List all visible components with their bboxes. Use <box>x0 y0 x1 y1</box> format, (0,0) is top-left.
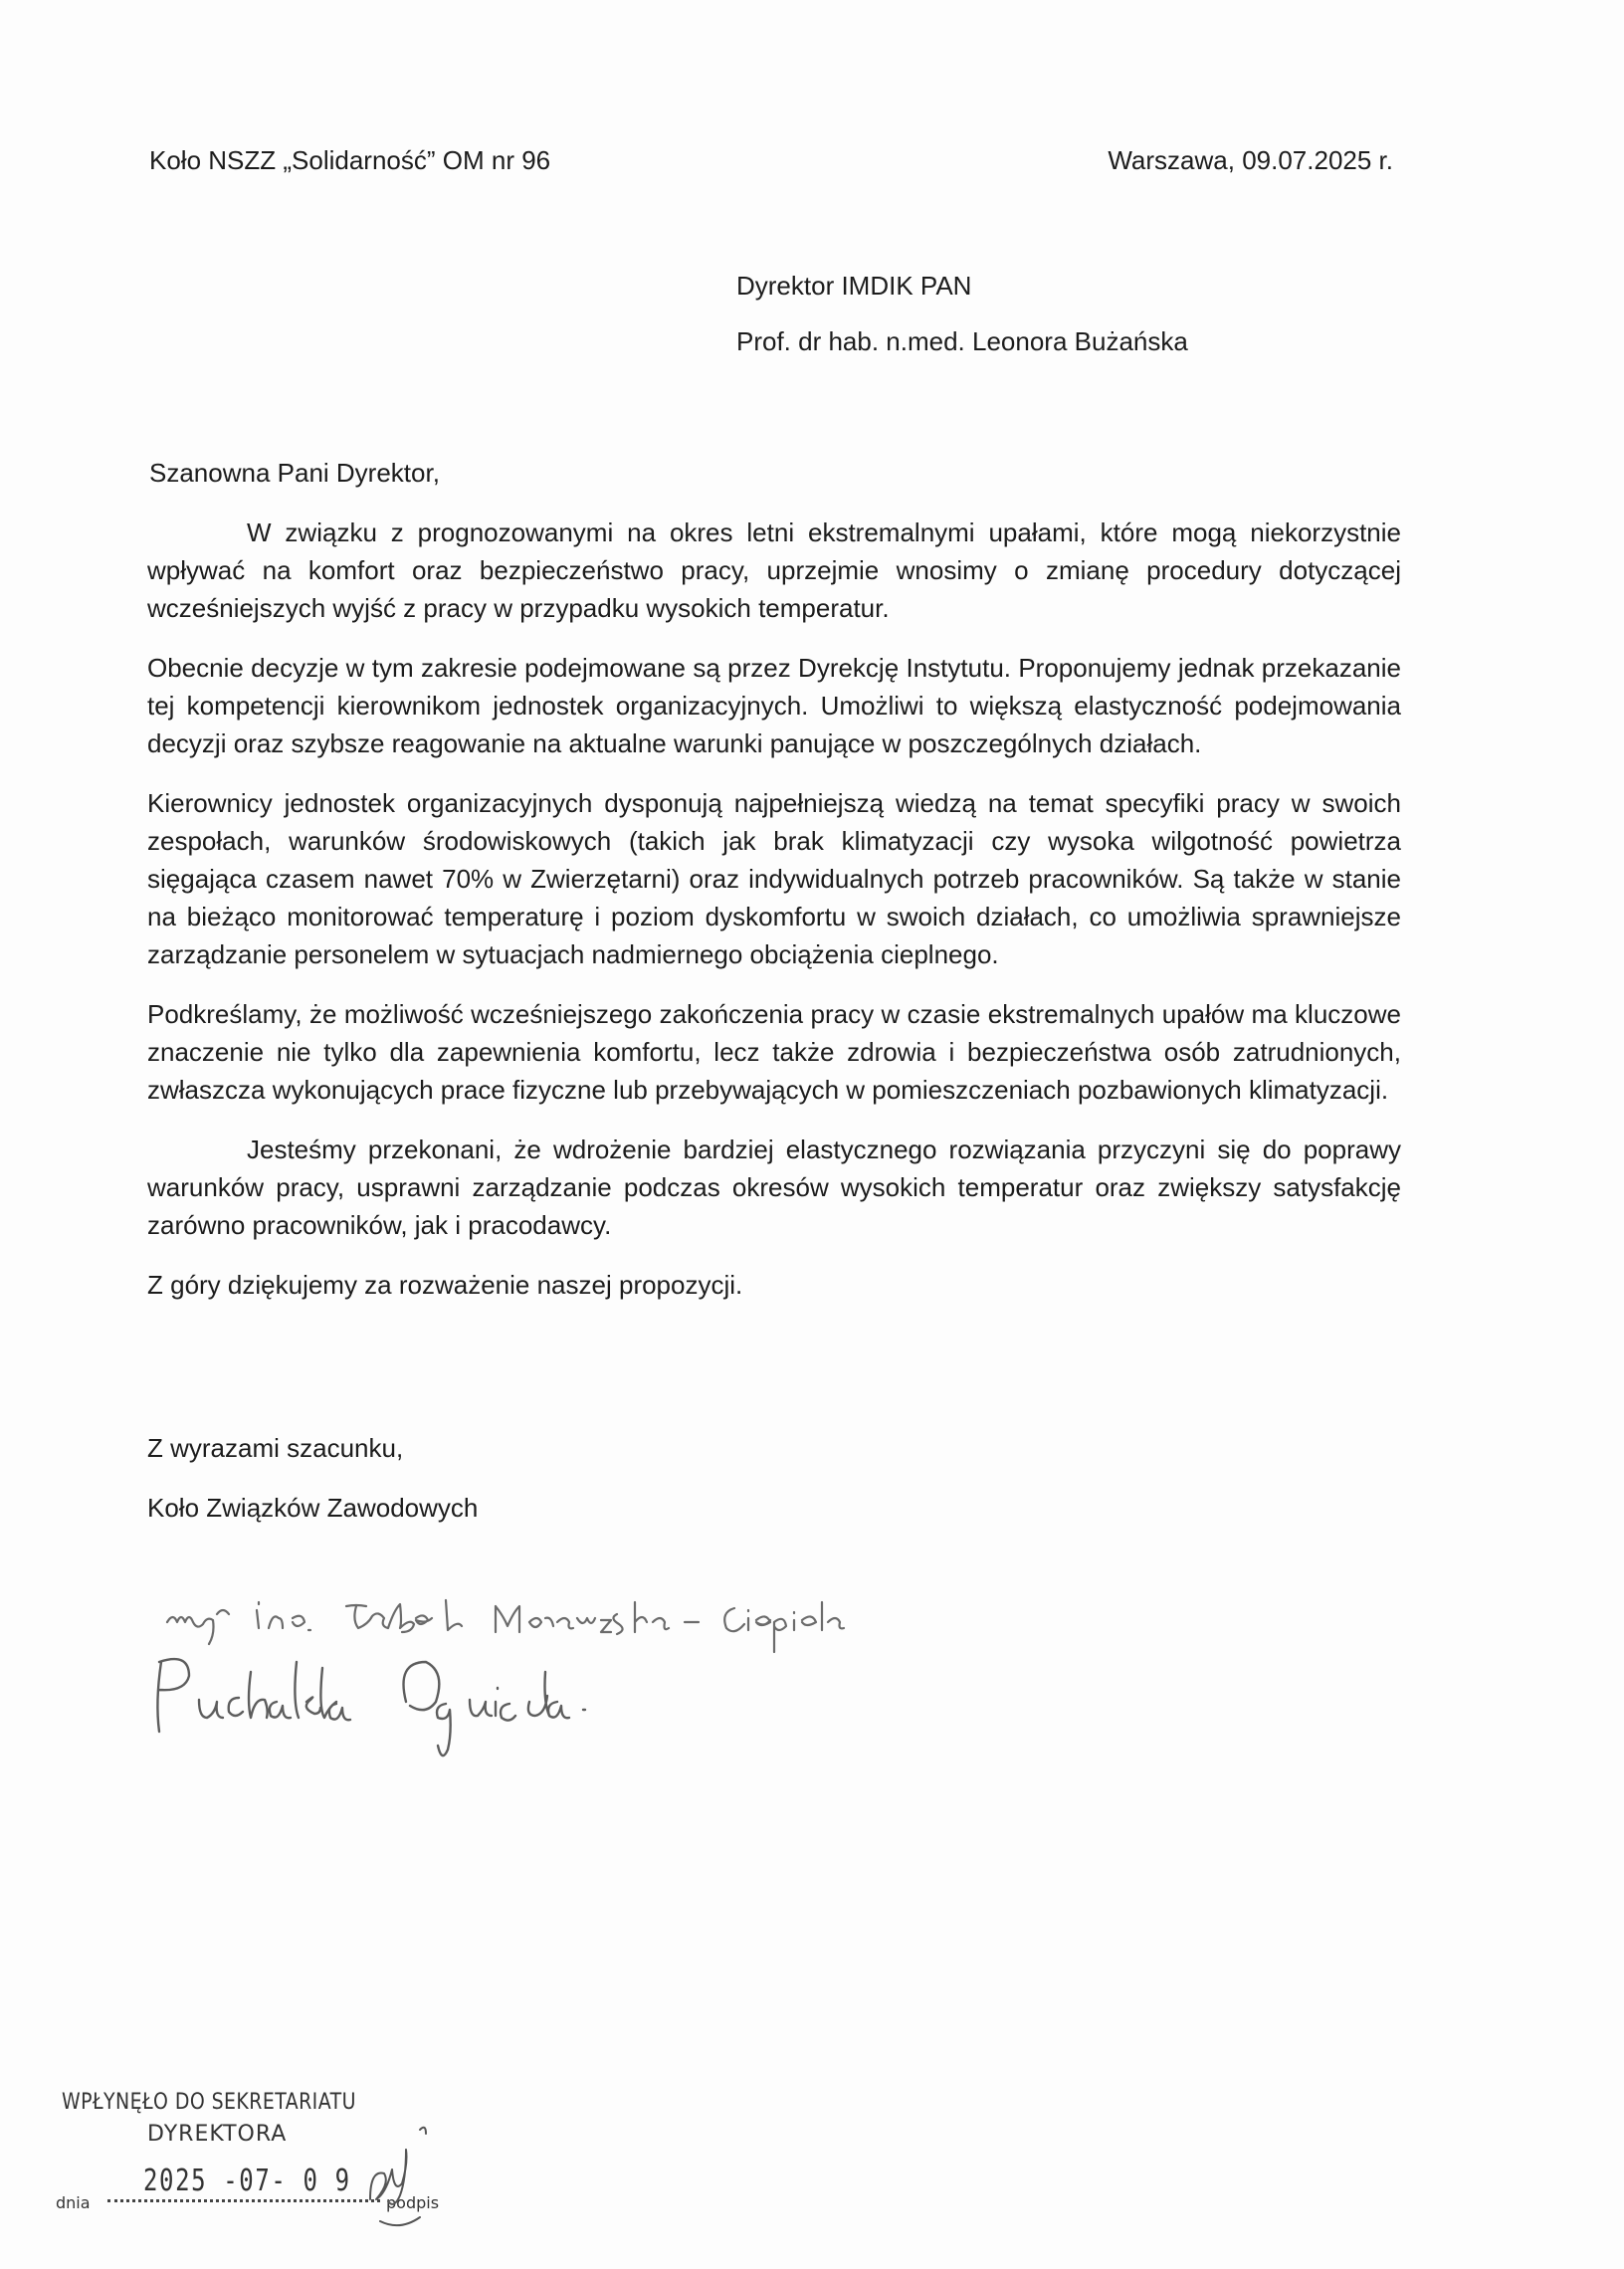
stamp-date-label: dnia <box>56 2193 91 2212</box>
closing-organization: Koło Związków Zawodowych <box>147 1493 479 1523</box>
paragraph: Z góry dziękujemy za rozważenie naszej propozycji. <box>147 1270 743 1300</box>
closing-block <box>147 1429 478 1548</box>
closing-regards: Z wyrazami szacunku, <box>147 1433 404 1463</box>
recipient-title: Dyrektor IMDIK PAN <box>736 271 972 301</box>
stamp-initials-signature <box>350 2110 470 2249</box>
paragraph: W związku z prognozowanymi na okres letni ekstremalnymi upałami, które mogą niekorzystnie wpływać na komfort oraz bezpieczeństwo pracy, uprzejmie wnosimy o zmianę procedury dotyczącej wcześniejszych wyjść z pracy w przypadku wysokich temperatur. <box>147 517 1401 623</box>
stamp-date: 2025 -07- 0 9 <box>143 2164 351 2198</box>
paragraph: Podkreślamy, że możliwość wcześniejszego zakończenia pracy w czasie ekstremalnych upałów ma kluczowe znaczenie nie tylko dla zapewnienia komfortu, lecz także zdrowia i bezpieczeństwa osób zatrudnionych, zwłaszcza wykonujących prace fizyczne lub przebywających w pomieszczeniach pozbawionych klimatyzacji. <box>147 999 1401 1105</box>
received-stamp <box>52 2080 450 2259</box>
salutation: Szanowna Pani Dyrektor, <box>149 458 440 488</box>
recipient-name: Prof. dr hab. n.med. Leonora Bużańska <box>736 326 1188 356</box>
paragraph: Obecnie decyzje w tym zakresie podejmowane są przez Dyrekcję Instytutu. Proponujemy jednak przekazanie tej kompetencji kierownikom jednostek organizacyjnych. Umożliwi to większą elastyczność podejmowania decyzji oraz szybsze reagowanie na aktualne warunki panujące w poszczególnych działach. <box>147 653 1401 758</box>
paragraph: Kierownicy jednostek organizacyjnych dysponują najpełniejszą wiedzą na temat specyfiki pracy w swoich zespołach, warunków środowiskowych (takich jak brak klimatyzacji czy wysoka wilgotność powietrza sięgająca czasem nawet 70% w Zwierzętarni) oraz indywidualnych potrzeb pracowników. Są także w stanie na bieżąco monitorować temperaturę i poziom dyskomfortu w swoich działach, co umożliwia sprawniejsze zarządzanie personelem w sytuacjach nadmiernego obciążenia cieplnego. <box>147 788 1401 969</box>
stamp-dotted-line <box>107 2189 380 2202</box>
paragraph: Jesteśmy przekonani, że wdrożenie bardziej elastycznego rozwiązania przyczyni się do poprawy warunków pracy, usprawni zarządzanie podczas okresów wysokich temperatur oraz zwiększy satysfakcję zarówno pracowników, jak i pracodawcy. <box>147 1134 1401 1240</box>
stamp-line-1: WPŁYNĘŁO DO SEKRETARIATU <box>62 2090 356 2115</box>
stamp-signature-label: podpis <box>386 2193 440 2212</box>
recipient-block <box>736 273 1188 384</box>
stamp-line-2: DYREKTORA <box>147 2122 288 2147</box>
handwritten-signature <box>147 1592 1043 1771</box>
sender-name: Koło NSZZ „Solidarność” OM nr 96 <box>149 145 551 175</box>
letter-body <box>147 514 1401 1326</box>
place-and-date: Warszawa, 09.07.2025 r. <box>1108 145 1393 175</box>
